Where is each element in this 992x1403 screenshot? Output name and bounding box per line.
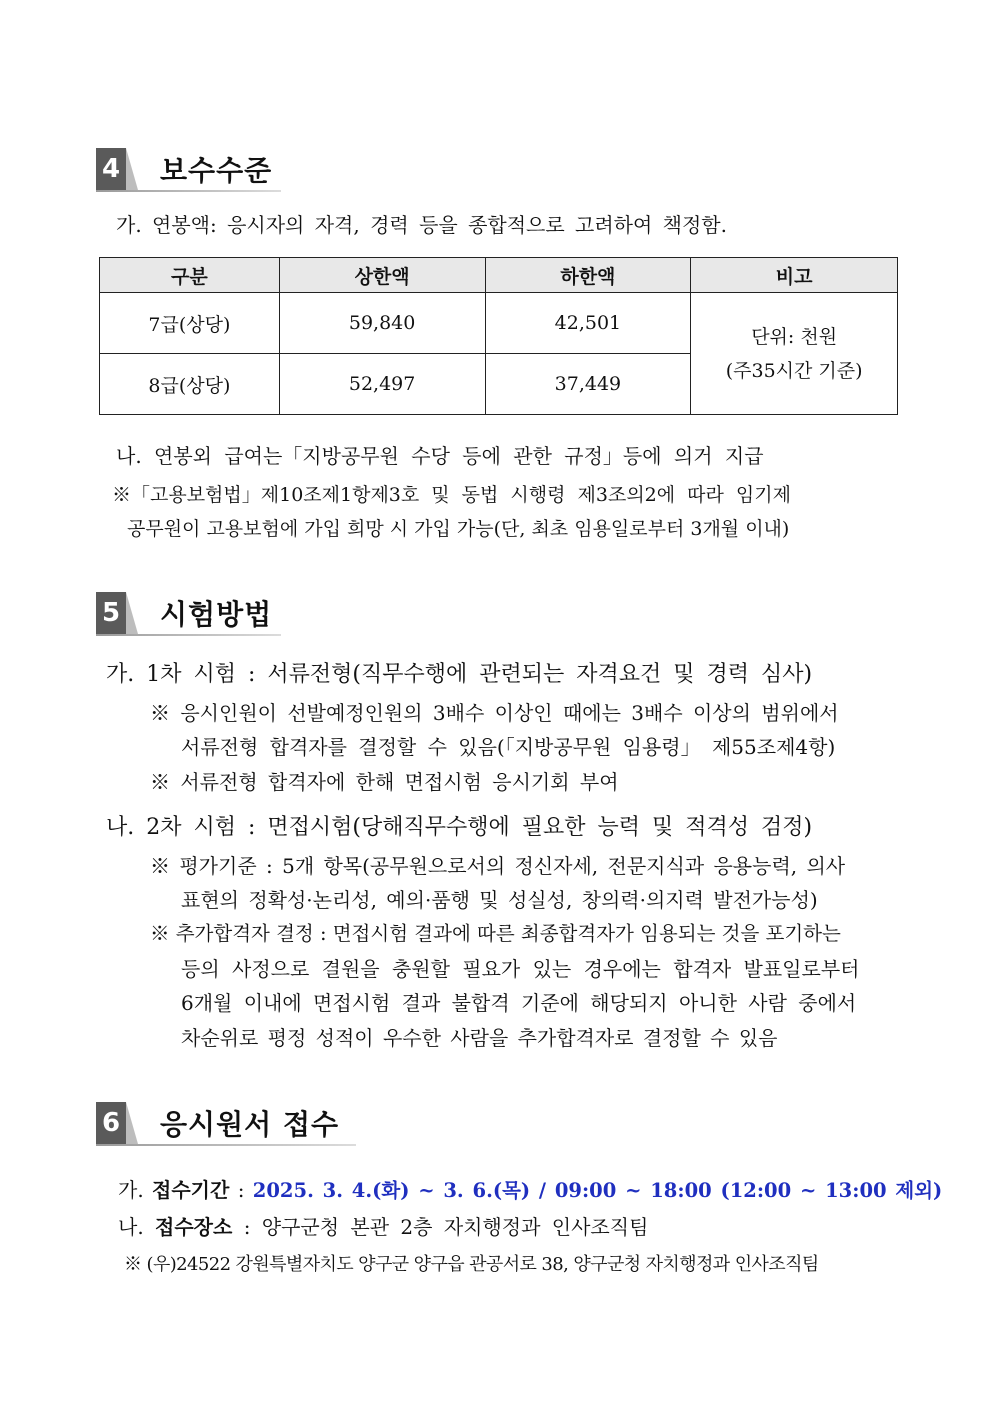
- first-exam-line: 가. 1차 시험 : 서류전형(직무수행에 관련되는 자격요건 및 경력 심사): [106, 662, 813, 687]
- section-6-header: [96, 1100, 339, 1146]
- table-header: 비고: [691, 258, 898, 293]
- table-header-row: [100, 258, 898, 293]
- place-label: 접수장소: [155, 1215, 233, 1239]
- second-exam-note2a: ※ 추가합격자 결정 : 면접시험 결과에 따른 최종합격자가 임용되는 것을 포기하는: [150, 922, 841, 945]
- item-prefix: 나.: [118, 1215, 144, 1239]
- period-label: 접수기간: [152, 1178, 230, 1202]
- item-prefix: 가.: [118, 1178, 144, 1202]
- extra-pay-line: 나. 연봉외 급여는「지방공무원 수당 등에 관한 규정」등에 의거 지급: [116, 444, 764, 468]
- label-separator: :: [243, 1215, 251, 1239]
- lower-amount-cell: 42,501: [485, 293, 691, 354]
- table-header: 하한액: [485, 258, 691, 293]
- section-4-header: [96, 146, 272, 192]
- hours-note: (주35시간 기준): [725, 359, 863, 382]
- table-header: 상한액: [279, 258, 485, 293]
- lower-amount-cell: 37,449: [485, 354, 691, 415]
- second-exam-note1a: ※ 평가기준 : 5개 항목(공무원으로서의 정신자세, 전문지식과 응용능력, 의사: [150, 854, 846, 878]
- period-value: 2025. 3. 4.(화) ~ 3. 6.(목) / 09:00 ~ 18:00 (12:00 ~ 13:00 제외): [252, 1179, 943, 1202]
- section-number: 4: [96, 148, 126, 190]
- table-header: 구분: [100, 258, 280, 293]
- address-note: ※ (우)24522 강원특별자치도 양구군 양구읍 관공서로 38, 양구군청 자치행정과 인사조직팀: [124, 1254, 819, 1275]
- grade-cell: 8급(상당): [100, 354, 280, 415]
- section-title: 보수수준: [160, 154, 273, 187]
- second-exam-line: 나. 2차 시험 : 면접시험(당해직무수행에 필요한 능력 및 적격성 검정): [106, 815, 813, 840]
- section-title: 시험방법: [160, 598, 273, 631]
- second-exam-note1b: 표현의 정확성·논리성, 예의·품행 및 성실성, 창의력·의지력 발전가능성): [181, 888, 818, 912]
- application-period-line: [118, 1174, 942, 1203]
- second-exam-note2d: 차순위로 평정 성적이 우수한 사람을 추가합격자로 결정할 수 있음: [181, 1026, 778, 1050]
- grade-cell: 7급(상당): [100, 293, 280, 354]
- section-number: 5: [96, 592, 126, 634]
- application-place-line: [118, 1211, 648, 1240]
- first-exam-note2: ※ 서류전형 합격자에 한해 면접시험 응시기회 부여: [150, 770, 619, 794]
- upper-amount-cell: 52,497: [279, 354, 485, 415]
- first-exam-note1a: ※ 응시인원이 선발예정인원의 3배수 이상인 때에는 3배수 이상의 범위에서: [150, 701, 839, 725]
- salary-description: 가. 연봉액: 응시자의 자격, 경력 등을 종합적으로 고려하여 책정함.: [116, 213, 727, 237]
- place-value: 양구군청 본관 2층 자치행정과 인사조직팀: [261, 1215, 649, 1239]
- section-underline: [96, 190, 281, 192]
- second-exam-note2c: 6개월 이내에 면접시험 결과 불합격 기준에 해당되지 아니한 사람 중에서: [181, 991, 857, 1015]
- section-underline: [96, 1144, 356, 1146]
- insurance-note-line2: 공무원이 고용보험에 가입 희망 시 가입 가능(단, 최초 임용일로부터 3개월 이내): [127, 518, 790, 540]
- second-exam-note2b: 등의 사정으로 결원을 충원할 필요가 있는 경우에는 합격자 발표일로부터: [181, 957, 860, 981]
- table-row: [100, 293, 898, 354]
- insurance-note-line1: ※「고용보험법」제10조제1항제3호 및 동법 시행령 제3조의2에 따라 임기제: [112, 484, 791, 506]
- section-title: 응시원서 접수: [160, 1108, 340, 1141]
- first-exam-note1b: 서류전형 합격자를 결정할 수 있음(「지방공무원 임용령」 제55조제4항): [181, 735, 836, 759]
- section-number: 6: [96, 1102, 126, 1144]
- label-separator: :: [237, 1178, 245, 1202]
- note-cell: [691, 293, 898, 415]
- upper-amount-cell: 59,840: [279, 293, 485, 354]
- salary-table: [99, 257, 898, 415]
- section-underline: [96, 634, 281, 636]
- unit-note: 단위: 천원: [751, 325, 838, 348]
- section-5-header: [96, 590, 272, 636]
